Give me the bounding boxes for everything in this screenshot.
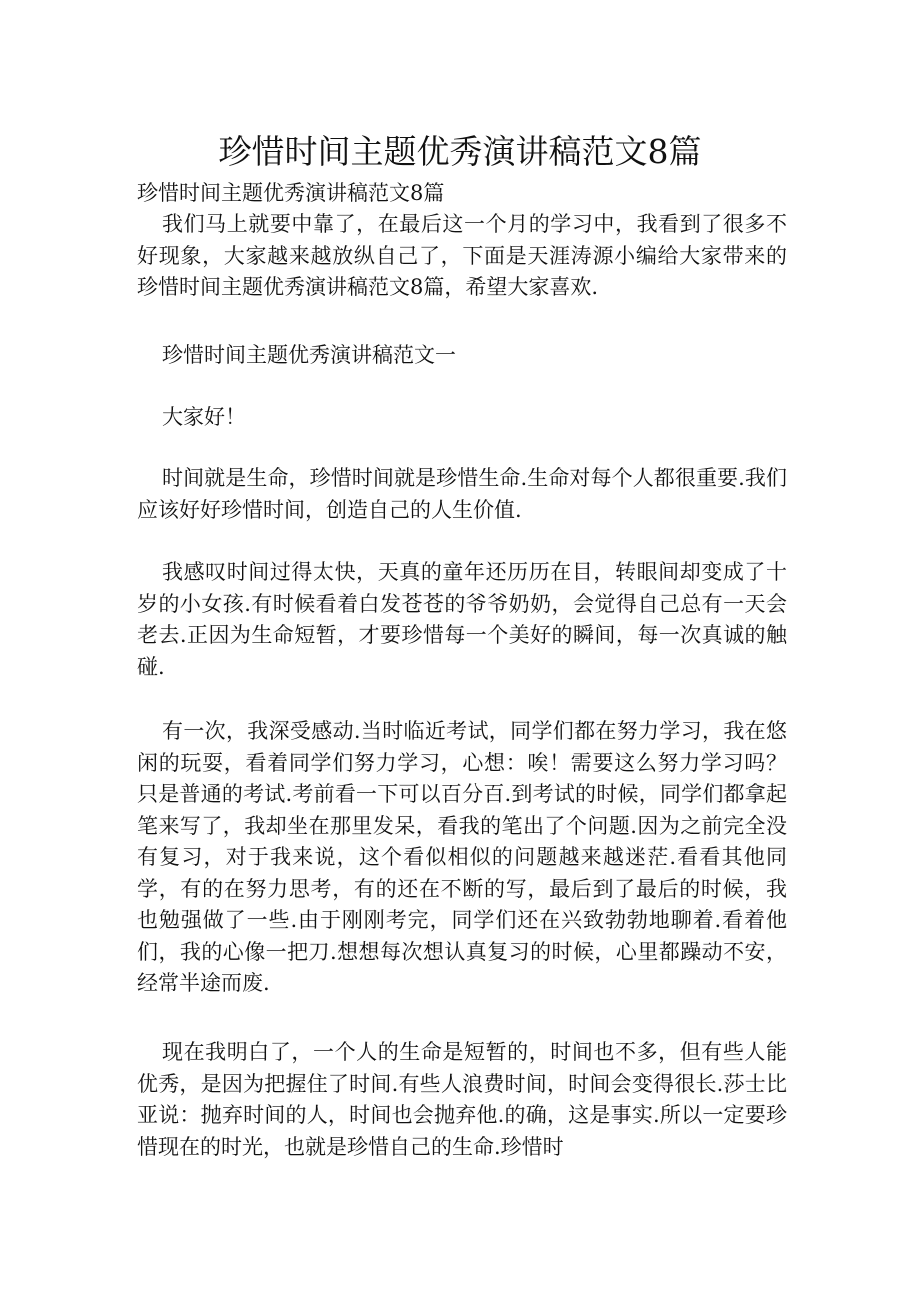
greeting-paragraph: 大家好！ bbox=[162, 405, 246, 429]
body-paragraph: 我感叹时间过得太快，天真的童年还历历在目，转眼间却变成了十岁的小女孩.有时候看着白发苍苍的爷爷奶奶，会觉得自己总有一天会老去.正因为生命短暂，才要珍惜每一个美好的瞬间，每一次真诚的触碰. bbox=[137, 560, 787, 679]
intro-paragraph: 我们马上就要中靠了，在最后这一个月的学习中，我看到了很多不好现象，大家越来越放纵自己了，下面是天涯涛源小编给大家带来的珍惜时间主题优秀演讲稿范文8篇，希望大家喜欢. bbox=[137, 212, 787, 299]
body-paragraph: 时间就是生命，珍惜时间就是珍惜生命.生命对每个人都很重要.我们应该好好珍惜时间，创造自己的人生价值. bbox=[137, 466, 787, 522]
document-title: 珍惜时间主题优秀演讲稿范文8篇 bbox=[218, 132, 702, 171]
body-paragraph: 有一次，我深受感动.当时临近考试，同学们都在努力学习，我在悠闲的玩耍，看着同学们努力学习，心想：唉！需要这么努力学习吗？只是普通的考试.考前看一下可以百分百.到考试的时候，同学们都拿起笔来写了，我却坐在那里发呆，看我的笔出了个问题.因为之前完全没有复习，对于我来说，这个看似相似的问题越来越迷茫.看看其他同学，有的在努力思考，有的还在不断的写，最后到了最后的时候，我也勉强做了一些.由于刚刚考完，同学们还在兴致勃勃地聊着.看着他们，我的心像一把刀.想想每次想认真复习的时候，心里都躁动不安，经常半途而废. bbox=[137, 719, 787, 995]
body-paragraph: 现在我明白了，一个人的生命是短暂的，时间也不多，但有些人能优秀，是因为把握住了时间.有些人浪费时间，时间会变得很长.莎士比亚说：抛弃时间的人，时间也会抛弃他.的确，这是事实.所以一定要珍惜现在的时光，也就是珍惜自己的生命.珍惜时 bbox=[137, 1040, 787, 1159]
section-heading: 珍惜时间主题优秀演讲稿范文一 bbox=[162, 343, 456, 367]
document-subtitle: 珍惜时间主题优秀演讲稿范文8篇 bbox=[137, 181, 445, 205]
